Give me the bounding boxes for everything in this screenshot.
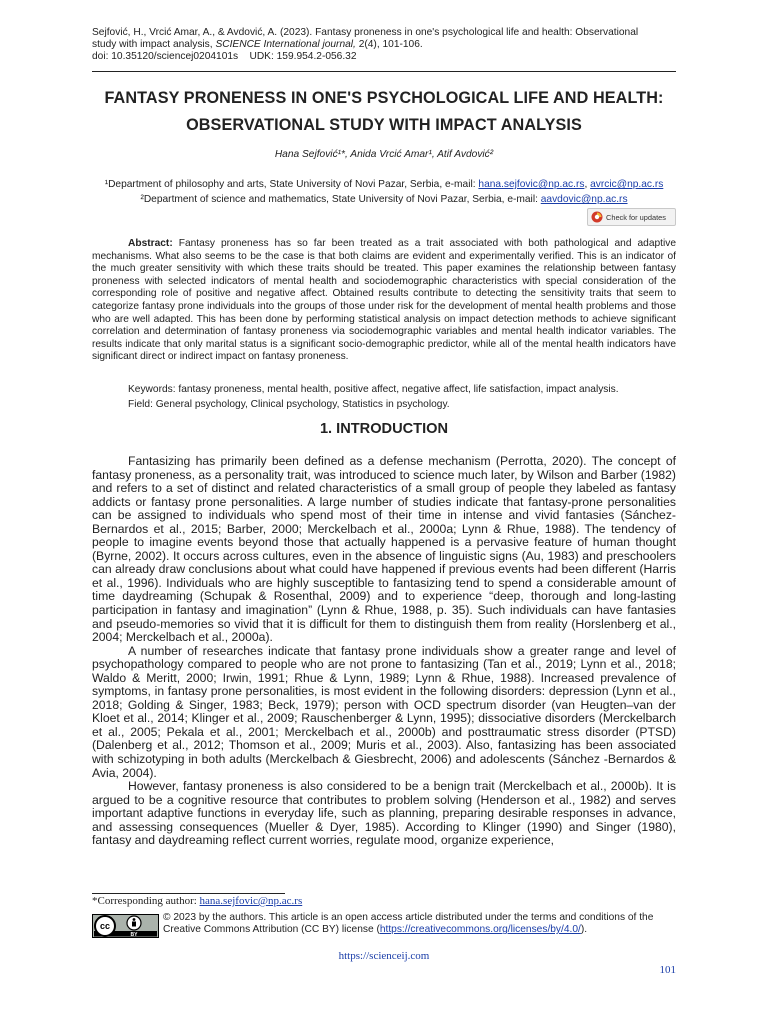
attribution-icon [127,916,141,930]
email-link[interactable]: hana.sejfovic@np.ac.rs [199,895,303,907]
license-text: © 2023 by the authors. This article is an open access article distributed under the terms and conditions of the Creative Commons Attribution (CC BY) license ( [163,912,654,936]
corresponding-author-footnote [92,895,302,907]
field: Field: General psychology, Clinical psychology, Statistics in psychology. [128,399,450,410]
affiliation-text: ²Department of science and mathematics, State University of Novi Pazar, Serbia, e-mail: [140,194,541,205]
keywords: Keywords: fantasy proneness, mental health, positive affect, negative affect, life satisfaction, impact analysis. [128,384,619,395]
citation-volume: 2(4), 101-106. [355,39,423,51]
journal-website-link[interactable]: https://scienceij.com [338,950,430,962]
creative-commons-icon [95,916,115,936]
citation-doi: doi: 10.35120/sciencej0204101s UDK: 159.954.2-056.32 [92,51,357,63]
abstract [92,238,676,364]
svg-text:cc: cc [99,921,111,931]
license-end: ). [580,924,588,936]
separator: , [584,179,591,190]
citation-line-2 [92,39,676,51]
affiliation-2 [92,194,676,205]
abstract-label: Abstract: [128,238,173,249]
header-divider [92,71,676,72]
check-for-updates-label: Check for updates [606,212,666,222]
email-link[interactable]: aavdovic@np.ac.rs [540,194,628,205]
title-line-1: FANTASY PRONENESS IN ONE'S PSYCHOLOGICAL LIFE AND HEALTH: [104,89,664,107]
introduction-body [92,455,676,848]
paper-title [80,85,688,139]
license-link[interactable]: https://creativecommons.org/licenses/by/4.0/ [379,924,581,936]
paragraph: Fantasizing has primarily been defined as a defense mechanism (Perrotta, 2020). The concept of fantasy proneness, as a personality trait, was introduced to science much later, by Wilson and Barber (1982) and refers to a set of distinct and related characteristics of a small group of people they labeled as fantasy addicts or fantasy prone personalities. A large number of studies indicate that fantasy-prone personalities can be assigned to individuals who spend most of their time in intense and vivid fantasies (Sánchez-Bernardos et al., 2015; Barber, 2000; Merckelbach et al., 2000a; Lynn & Rhue, 1988). The tendency of people to imagine events beyond those that actually happened is a pervasive feature of human thought (Byrne, 2002). It occurs across cultures, even in the absence of linguistic signs (Au, 1983) and preschoolers can already draw conclusions about what could have happened if previous events had been different (Harris et al., 1996). Individuals who are highly susceptible to fantasizing tend to spend a considerable amount of time daydreaming (Schupak & Rosenthal, 2009) and to experience “deep, thorough and long-lasting participation in fantasy and imagination” (Lynn & Rhue, 1988, p. 35). Such individuals can have fantasies and pseudo-memories so vivid that it is difficult for them to distinguish them from reality (Horslenberg et al., 2004; Merckelbach et al., 2000a). [92,454,676,645]
paragraph: A number of researches indicate that fantasy prone individuals show a greater range and level of psychopathology compared to people who are not prone to fantasizing (Tan et al., 2019; Lynn et al., 2018; Waldo & Meritt, 2000; Irwin, 1991; Rhue & Lynn, 1989; Lynn & Rhue, 1988). Increased prevalence of symptoms, in fantasy prone personalities, is most evident in the following disorders: depression (Lynn et al., 2018; Golding & Singer, 1983; Beck, 1979); person with OCD spectrum disorder (van Heugten–van der Kloet et al., 2014; Klinger et al., 2009; Rauschenberger & Lynn, 1995); dissociative disorders (Merckelbarch et al., 2005; Pekala et al., 2001; Merckelbach et al., 2000b) and posttraumatic stress disorder (PTSD) (Dalenberg et al., 2012; Thomson et al., 2009; Muris et al., 2003). Also, fantasizing has been associated with schizotyping in both adults (Merckelbach & Giesbrecht, 2006) and adolescents (Sánchez -Bernardos & Avia, 2004). [92,643,676,780]
citation-text: study with impact analysis, [92,39,216,51]
footnote-label: *Corresponding author: [92,895,200,907]
cc-license-badge[interactable] [92,914,159,938]
abstract-text: Fantasy proneness has so far been treated as a trait associated with both pathological and adaptive mechanisms. What also seems to be the case is that both claims are evident and experimentally verified. This is an indicator of the much greater sensitivity with which these traits should be treated. This paper examines the relationship between fantasy proneness with selected indicators of mental health and sociodemographic characteristics with special consideration of the corresponding role of positive and negative affect. Obtained results contribute to detecting the sensitivity traits that seem to categorize fantasy prone individuals into the groups of those under risk for the development of mental health problems and those who are well adapted. This has been done by performing statistical analysis on impact detection methods to achieve significant correlation and determination of fantasy proneness via sociodemographic variables and mental health indicator variables. The results indicate that only marital status is a significant socio-demographic predictor, while all of the mental health indicators have significant direct or indirect impact on fantasy proneness. [92,238,676,363]
affiliation-1 [92,179,676,190]
paragraph: However, fantasy proneness is also considered to be a benign trait (Merckelbach et al., 2000b). It is argued to be a cognitive resource that contributes to problem solving (Henderson et al., 1982) and serves important adaptive functions in everyday life, such as planning, preparing desirable responses in advance, and assessing consequences (Mueller & Dyer, 1985). According to Klinger (1990) and Singer (1980), fantasy and daydreaming reflect current worries, regulate mood, organize experience, [92,779,676,848]
check-for-updates-icon [591,211,603,223]
license-notice [163,912,678,936]
journal-name: SCIENCE International journal, [215,39,356,51]
citation-line-1: Sejfović, H., Vrcić Amar, A., & Avdović, A. (2023). Fantasy proneness in one's psychological life and health: Observational [92,27,639,38]
check-for-updates-button[interactable] [587,208,676,226]
author-list: Hana Sejfović¹*, Anida Vrcić Amar¹, Atif Avdović² [274,149,494,160]
page-number: 101 [659,964,676,976]
section-heading: 1. INTRODUCTION [319,421,449,437]
footnote-divider [92,893,285,894]
title-line-2: OBSERVATIONAL STUDY WITH IMPACT ANALYSIS [186,116,582,134]
citation-header [92,27,676,64]
email-link[interactable]: hana.sejfovic@np.ac.rs [478,179,585,190]
affiliation-text: ¹Department of philosophy and arts, State University of Novi Pazar, Serbia, e-mail: [104,179,479,190]
email-link[interactable]: avrcic@np.ac.rs [590,179,664,190]
svg-text:BY: BY [130,932,138,938]
